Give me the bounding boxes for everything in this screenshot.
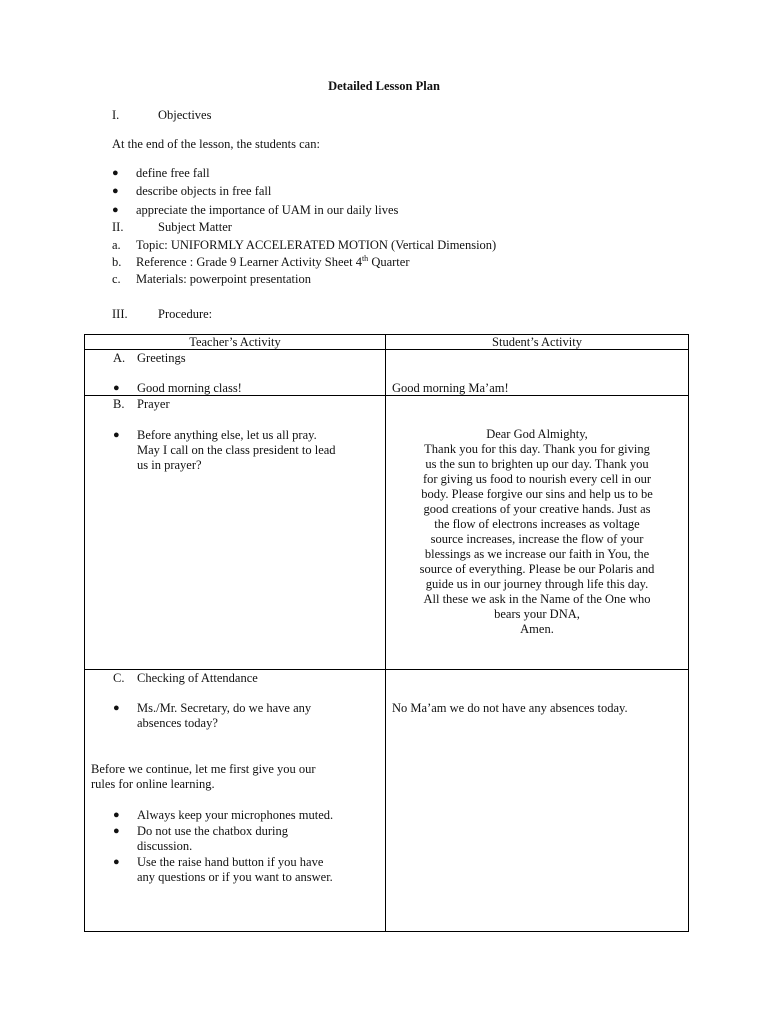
text-line: guide us in our journey through life this day. [425, 577, 649, 592]
teacher-attendance-question [137, 701, 382, 731]
objective-item: appreciate the importance of UAM in our daily lives [136, 203, 399, 217]
bullet-icon: ● [113, 701, 120, 714]
text-line: Do not use the chatbox during [137, 823, 289, 838]
bullet-icon: ● [113, 855, 120, 868]
text-line: May I call on the class president to lead [137, 443, 336, 458]
materials-line: Materials: powerpoint presentation [136, 272, 311, 286]
text-line: Thank you for this day. Thank you for giving [424, 442, 650, 457]
text-line: source of everything. Please be our Polaris and [419, 562, 655, 577]
section-letter: C. [113, 670, 125, 685]
teacher-cell-attendance [85, 669, 386, 931]
text-line: good creations of your creative hands. Just as [423, 502, 651, 517]
text-line: absences today? [137, 715, 218, 730]
text-line: us in prayer? [137, 458, 202, 473]
objective-item: describe objects in free fall [136, 184, 272, 198]
bullet-icon: ● [112, 167, 119, 179]
rules-intro [91, 762, 381, 792]
text-line: any questions or if you want to answer. [137, 869, 333, 884]
teacher-activity-header: Teacher’s Activity [85, 335, 386, 350]
rule-item [137, 808, 382, 823]
subject-matter-heading: Subject Matter [158, 220, 232, 234]
teacher-prayer-instruction [137, 428, 382, 473]
objectives-intro: At the end of the lesson, the students can: [112, 137, 320, 151]
prayer-heading: Prayer [137, 397, 170, 412]
objectives-heading: Objectives [158, 108, 212, 122]
teacher-cell-greetings [85, 350, 386, 396]
greetings-heading: Greetings [137, 351, 186, 366]
reference-text: Reference : Grade 9 Learner Activity Sheet 4 [136, 255, 362, 269]
document-title: Detailed Lesson Plan [328, 79, 440, 93]
text-line: rules for online learning. [91, 776, 215, 791]
reference-line [136, 254, 409, 270]
rule-item [137, 855, 382, 885]
objectives-numeral: I. [112, 108, 120, 122]
teacher-greeting: Good morning class! [137, 381, 242, 396]
text-line: Before anything else, let us all pray. [137, 428, 317, 443]
procedure-table [84, 334, 689, 932]
student-prayer [394, 427, 680, 637]
bullet-icon: ● [112, 204, 119, 216]
table-row [85, 396, 689, 669]
subject-item-letter: b. [112, 255, 122, 269]
teacher-cell-prayer [85, 396, 386, 669]
text-line: the flow of electrons increases as voltage [434, 517, 640, 532]
section-letter: B. [113, 397, 125, 412]
bullet-icon: ● [113, 824, 120, 837]
procedure-numeral: III. [112, 307, 128, 321]
subject-item-letter: a. [112, 238, 121, 252]
text-line: Use the raise hand button if you have [137, 854, 324, 869]
topic-line: Topic: UNIFORMLY ACCELERATED MOTION (Vertical Dimension) [136, 238, 497, 252]
text-line: blessings as we increase our faith in You, the [424, 547, 650, 562]
reference-superscript: th [361, 253, 369, 263]
section-letter: A. [113, 351, 126, 366]
bullet-icon: ● [113, 808, 120, 821]
text-line: bears your DNA, [494, 607, 580, 622]
subject-matter-numeral: II. [112, 220, 124, 234]
text-line: Always keep your microphones muted. [137, 807, 334, 822]
text-line: for giving us food to nourish every cell in our [422, 472, 652, 487]
bullet-icon: ● [113, 382, 120, 395]
text-line: discussion. [137, 838, 193, 853]
student-activity-header: Student’s Activity [386, 335, 689, 350]
student-cell-greetings [386, 350, 689, 396]
text-line: body. Please forgive our sins and help us to be [421, 487, 653, 502]
subject-item-letter: c. [112, 272, 121, 286]
procedure-heading: Procedure: [158, 307, 213, 321]
student-attendance-answer: No Ma’am we do not have any absences today. [392, 700, 628, 715]
text-line: source increases, increase the flow of your [430, 532, 644, 547]
bullet-icon: ● [112, 185, 119, 197]
text-line: Ms./Mr. Secretary, do we have any [137, 700, 312, 715]
reference-text-after: Quarter [368, 255, 410, 269]
bullet-icon: ● [113, 429, 120, 442]
table-row [85, 350, 689, 396]
text-line: us the sun to brighten up our day. Thank you [425, 457, 649, 472]
table-row [85, 669, 689, 931]
rule-item [137, 824, 382, 854]
text-line: Amen. [520, 622, 554, 637]
student-greeting: Good morning Ma’am! [392, 381, 509, 396]
text-line: Dear God Almighty, [486, 427, 588, 442]
attendance-heading: Checking of Attendance [137, 670, 258, 685]
objective-item: define free fall [136, 166, 210, 180]
student-cell-attendance [386, 669, 689, 931]
text-line: All these we ask in the Name of the One who [423, 592, 651, 607]
student-cell-prayer [386, 396, 689, 669]
text-line: Before we continue, let me first give you our [91, 761, 316, 776]
